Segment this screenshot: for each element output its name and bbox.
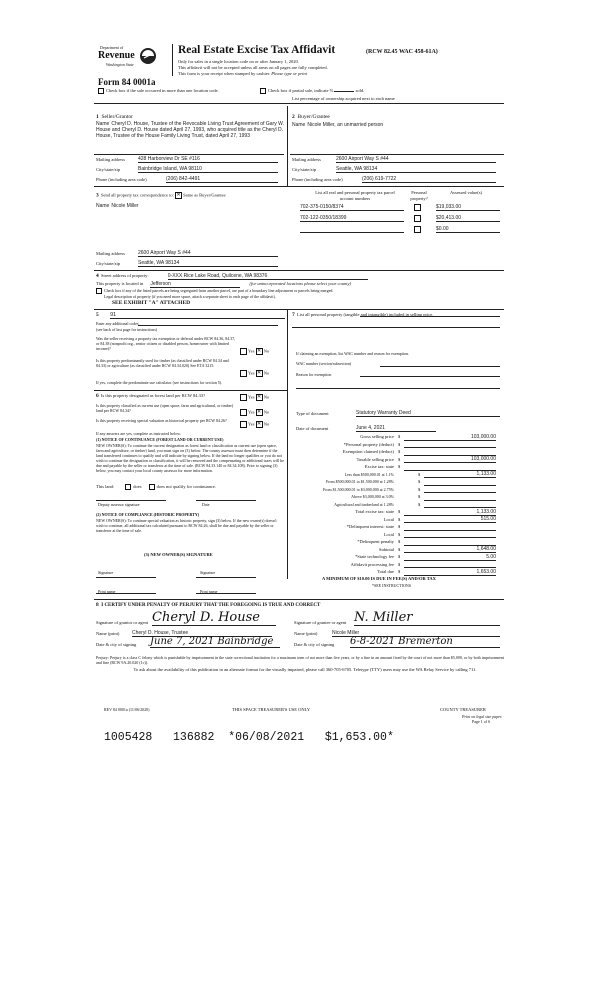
sec5-q1-yes-checkbox[interactable] (240, 348, 247, 355)
calc-row-dollar: $ (398, 456, 401, 462)
see-back-label: (see back of last page for instructions) (96, 327, 158, 332)
calc-row-label: *Delinquent interest: state (346, 524, 394, 529)
tax-corr-address[interactable]: 2600 Airport Way S #44 (138, 250, 278, 257)
continuance-heading: (1) NOTICE OF CONTINUANCE (FOREST LAND OR CURRENT USE) (96, 437, 224, 442)
calc-row-label: From $1,500,000.01 to $3,000,000 at 2.75% (323, 486, 394, 492)
grantor-signature-label: Signature of grantor or agent (96, 620, 148, 625)
calc-row-label: Less than $500,000.01 at 1.1% (344, 471, 394, 477)
seller-phone[interactable]: (206) 842-4491 (166, 176, 278, 183)
calc-row-value[interactable]: 515.00 (404, 516, 496, 523)
sec6-q2: Is this property classified as current use (open space, farm and agricultural, or timber) land per RCW 84.34? (96, 403, 234, 413)
partial-sale-check[interactable]: Check box if partial sale, indicate % sold. (260, 88, 364, 94)
calc-row-dollar: $ (398, 434, 401, 439)
calc-row-value[interactable]: 5.00 (404, 554, 496, 561)
calc-row-dollar: $ (398, 539, 401, 544)
personal-property-label: 7 List all personal property (tangible and intangible) included in selling price. (292, 312, 434, 318)
calc-row-dollar: $ (398, 441, 401, 447)
legal-description-label: Legal description of property (if you need more space, attach a separate sheet to each page of the affidavit). (104, 294, 276, 299)
calc-row-value[interactable]: 103,000.00 (404, 456, 496, 463)
partial-sale-checkbox[interactable] (260, 88, 266, 94)
sec5-q1: Was the seller receiving a property tax exemption or deferral under RCW 84.36, 84.37, or 84.38 (nonprofit org., senior citizen or disabled person, homeowner with limited income)? (96, 336, 236, 351)
parcel-number-1[interactable]: 702-375-0150/8374 (300, 204, 404, 211)
exemption-reason-label: Reason for exemption (296, 372, 332, 377)
calc-row-label: From $500,000.01 to $1,500,000 at 1.28% (326, 479, 394, 484)
calc-row-value[interactable]: 1,133.00 (424, 471, 496, 478)
wac-number-label: WAC number (section/subsection) (296, 361, 352, 366)
grantor-name-label: Name (print) (96, 631, 120, 636)
parcel-header: List all real and personal property tax parcel account numbers (315, 190, 395, 201)
sec6-q1-yes-checkbox[interactable] (240, 394, 247, 401)
form-statute: (RCW 82.45 WAC 458-61A) (366, 49, 438, 55)
parcel-number-2[interactable]: 702-122-0350/18399 (300, 215, 404, 222)
same-as-buyer-checkbox[interactable]: ✕ (176, 193, 181, 198)
sec5-q2: Is this property predominantly used for timber (as classified under RCW 84.34 and 84.33) or agriculture (as classified under RCW 84.34.020) See ETA 3215. (96, 358, 229, 368)
calc-row-label: *Personal property (deduct) (343, 441, 394, 447)
calc-row-value[interactable] (404, 449, 496, 456)
calc-row-dollar: $ (398, 531, 401, 537)
segregated-checkbox[interactable] (96, 288, 102, 294)
calc-row-dollar: $ (398, 554, 401, 559)
calc-row-label: Total due (377, 569, 394, 574)
exhibit-reference: SEE EXHIBIT "A" ATTACHED (112, 300, 191, 306)
calc-row-label: Subtotal (378, 546, 394, 552)
historic-text: NEW OWNER(S): To continue special valuation as historic property, sign (3) below. If the new owner(s) doesn't wish to continue, all additional tax calculated pursuant to RCW 84.26, shall be due and payable by the seller or transferor at the time of sale. (96, 518, 277, 533)
grantee-date-city[interactable]: 6-8-2021 Bremerton (350, 636, 500, 648)
calc-row-dollar: $ (418, 494, 421, 499)
parcel-personal-checkbox-2[interactable] (414, 215, 421, 222)
property-county[interactable]: Jefferson (150, 281, 240, 288)
deputy-signature-label: Deputy assessor signature (98, 502, 140, 507)
calc-row-label: Local (383, 516, 394, 522)
buyer-heading: 2 Buyer/Grantee (292, 114, 330, 120)
sec5-q1-no-checkbox[interactable]: ✕ (257, 349, 262, 354)
parcel-value-3[interactable]: $0.00 (436, 226, 500, 233)
calc-row-label: Local (383, 531, 394, 537)
tax-correspondence-label: 3 Send all property tax correspondence to: ✕ Same as Buyer/Grantee (96, 192, 226, 199)
calc-row-dollar: $ (398, 449, 401, 454)
calc-row-dollar: $ (418, 501, 421, 507)
logo-sub-text: Washington State (106, 62, 134, 67)
calc-row-dollar: $ (418, 479, 421, 484)
calc-row-dollar: $ (398, 524, 401, 529)
continuance-text: NEW OWNER(S): To continue the current designation as forest land or classification as current use (open space, farm and agriculture, or timber) land, you must sign on (3) below. The county assessor must then determine if the land transferred continues to qualify and will indicate by signing below. If the land no longer qualifies or you do not wish to continue the designation or classification, it will be removed and the compensating or additional taxes will be due and payable by the seller or transferor at the time of sale. (RCW 84.33.140 or 84.34.108). Prior to signing (3) below, you may contact your local county assessor for more information. (96, 443, 284, 473)
certify-statement: 8 I CERTIFY UNDER PENALTY OF PERJURY THAT THE FOREGOING IS TRUE AND CORRECT (96, 602, 321, 608)
tax-corr-city[interactable]: Seattle, WA 98134 (138, 260, 278, 267)
sec6-q3-no-checkbox[interactable]: ✕ (257, 422, 262, 427)
land-use-code-value[interactable]: 91 (110, 312, 285, 319)
tax-corr-address-label: Mailing address (96, 251, 125, 256)
calc-row-dollar: $ (398, 464, 401, 469)
see-instructions-note: *SEE INSTRUCTIONS (372, 583, 412, 588)
parcel-personal-checkbox-1[interactable] (414, 204, 421, 211)
seller-address-label: Mailing address (96, 157, 125, 162)
buyer-address[interactable]: 2600 Airport Way S #44 (336, 156, 496, 163)
seller-city-label: City/state/zip (96, 167, 120, 172)
sec6-q1-no-checkbox[interactable]: ✕ (257, 395, 262, 400)
calc-row-label: *Delinquent penalty (357, 539, 394, 544)
sec5-q2-answer[interactable]: Yes ✕ No (240, 370, 269, 377)
more-locations-check[interactable]: Check box if the sale occurred in more than one location code. (98, 88, 219, 94)
sec6-q3: Is this property receiving special valuation as historical property per RCW 84.26? (96, 418, 227, 423)
land-does-checkbox[interactable] (125, 484, 131, 490)
calc-row-value[interactable] (404, 531, 496, 538)
buyer-phone[interactable]: (206) 619-7722 (362, 176, 496, 183)
owner-print-name-2: Print name (200, 589, 218, 594)
calc-row-dollar: $ (398, 569, 401, 574)
sec6-q2-no-checkbox[interactable]: ✕ (257, 410, 262, 415)
calc-row-value[interactable]: 103,000.00 (404, 434, 496, 441)
historic-heading: (2) NOTICE OF COMPLIANCE (HISTORIC PROPERTY) (96, 512, 200, 517)
calc-row-label: Total excise tax: state (355, 509, 394, 514)
land-use-code: 5 91 (96, 312, 285, 319)
header-line-3: This form is your receipt when stamped by cashier. Please type or print (178, 71, 307, 76)
land-does-not-checkbox[interactable] (149, 484, 155, 490)
calc-row-value[interactable] (404, 561, 496, 568)
header-line-2: This affidavit will not be accepted unless all areas on all pages are fully completed. (178, 65, 328, 70)
logo-main-text: Revenue (98, 50, 135, 61)
grantor-date-label: Date & city of signing (96, 642, 137, 647)
page-number: Page 1 of 6 (472, 719, 491, 724)
parcel-number-3[interactable] (300, 226, 404, 233)
buyer-name: Name Nicole Miller, an unmarried person (292, 122, 384, 128)
seller-address[interactable]: 428 Harborview Dr SE #116 (138, 156, 278, 163)
calc-row-value[interactable] (404, 539, 496, 546)
calc-row-value[interactable]: 1,653.00 (404, 569, 496, 576)
calc-row-value[interactable] (404, 524, 496, 531)
street-address-value[interactable]: 0-XXX Rice Lake Road, Quilcene, WA 98376 (168, 273, 368, 280)
grantee-name-label: Name (print) (294, 631, 318, 636)
calc-row-dollar: $ (398, 516, 401, 522)
more-locations-checkbox[interactable] (98, 88, 104, 94)
property-location: This property is located in Jefferson (for unincorporated locations please select your county) (96, 281, 351, 287)
sec6-q3-answer[interactable]: Yes ✕ No (240, 421, 269, 428)
enter-codes-label: Enter any additional codes (96, 321, 139, 326)
grantor-name[interactable]: Cheryl D. House, Trustee (132, 630, 272, 637)
doc-date-value[interactable]: June 4, 2021 (356, 425, 436, 432)
sec5-q1-answer[interactable]: Yes ✕ No (240, 348, 269, 355)
perjury-statement: Perjury: Perjury is a class C felony which is punishable by imprisonment in the state correctional institution for a maximum term of not more than five years, or by a fine in an amount fixed by the court of not more than $5,000, or by both imprisonment and fine (RCW 9A.20.020 (1c)). (96, 655, 504, 665)
minimum-due-note: A MINIMUM OF $10.00 IS DUE IN FEE(S) AND/OR TAX (322, 576, 436, 581)
calc-row-value[interactable] (404, 441, 496, 448)
calc-row-dollar: $ (398, 561, 401, 567)
grantor-date-city[interactable]: June 7, 2021 Bainbridge (150, 636, 280, 648)
sec5-q2-yes-checkbox[interactable] (240, 370, 247, 377)
owner-signature-label-1: Signature (98, 570, 114, 575)
form-number: Form 84 0001a (98, 77, 156, 87)
calc-row-value[interactable] (424, 501, 496, 508)
calc-row-value[interactable] (424, 494, 496, 501)
calc-row-value[interactable] (404, 464, 496, 471)
grantee-signature-label: Signature of grantee or agent (294, 620, 347, 625)
calc-row-label: Exemption claimed (deduct) (342, 449, 394, 454)
calc-row-label: Affidavit processing fee (350, 561, 394, 567)
ownership-note: List percentage of ownership acquired next to each name (292, 96, 395, 101)
calc-row-label: Agricultural and timberland at 1.28% (334, 501, 394, 507)
treasurer-stamp: 1005428 136882 *06/08/2021 $1,653.00* (104, 731, 394, 744)
street-address: 4 Street address of property: 0-XXX Rice Lake Road, Quilcene, WA 98376 (96, 273, 368, 280)
parcel-personal-checkbox-3[interactable] (414, 226, 421, 233)
calc-row-dollar: $ (398, 546, 401, 552)
treasurer-use-only: THIS SPACE TREASURER'S USE ONLY (232, 707, 311, 712)
form-title: Real Estate Excise Tax Affidavit (178, 44, 336, 56)
alternate-format-note: To ask about the availability of this publication in an alternate format for the visually impaired, please call 360-705-6705. Teletype (TTY) users may use the WA Relay Service by calling 711. (133, 667, 477, 672)
calc-row-label: Taxable selling price (356, 456, 394, 462)
sec6-q2-yes-checkbox[interactable] (240, 409, 247, 416)
dor-logo (98, 44, 158, 74)
buyer-phone-label: Phone (including area code) (292, 177, 343, 182)
this-land-line: This land: does does not qualify for continuance. (96, 484, 216, 490)
tax-corr-name: Name Nicole Miller (96, 203, 139, 209)
buyer-address-label: Mailing address (292, 157, 321, 162)
sec6-note: If any answers are yes, complete as instructed below. (96, 431, 181, 436)
calc-row-label: *State technology fee (355, 554, 394, 559)
tax-corr-city-label: City/state/zip (96, 261, 120, 266)
grantee-signature[interactable]: N. Miller (354, 610, 500, 626)
doc-date-label: Date of document (296, 426, 329, 431)
calc-row-value[interactable]: 1,648.00 (404, 546, 496, 553)
assessed-value-header: Assessed value(s) (449, 190, 483, 195)
calc-row-value[interactable] (424, 479, 496, 486)
header-line-1: Only for sales in a single location code on or after January 1, 2020. (178, 59, 299, 64)
calc-row-value[interactable]: 1,133.00 (404, 509, 496, 516)
deputy-date-label: Date (202, 502, 210, 507)
sec6-q1-answer[interactable]: Yes ✕ No (240, 394, 269, 401)
seller-city[interactable]: Bainbridge Island, WA 98110 (138, 166, 278, 173)
logo-top-text: Department of (100, 45, 124, 50)
sec6-q1: 6 Is this property designated as forest land per RCW 84.33? (96, 393, 206, 399)
seller-phone-label: Phone (including area code) (96, 177, 147, 182)
owner-signature-label-2: Signature (200, 570, 216, 575)
county-treasurer-label: COUNTY TREASURER (440, 707, 486, 712)
buyer-city-label: City/state/zip (292, 167, 316, 172)
calc-row-dollar: $ (418, 486, 421, 492)
legal-paper-note: Print on legal size paper. (462, 714, 503, 719)
exemption-claim-label: If claiming an exemption, list WAC number and reason for exemption. (296, 351, 410, 356)
personal-property-header: Personal property? (410, 190, 428, 201)
sec5-q2-no-checkbox[interactable]: ✕ (257, 371, 262, 376)
buyer-city[interactable]: Seattle, WA 98134 (336, 166, 496, 173)
calc-row-dollar: $ (398, 509, 401, 514)
seller-name: Name Cheryl D. House, Trustee of the Revocable Living Trust Agreement of Gary W. House and Cheryl D. House dated April 27, 1993, who acquired title as the Cheryl D. House, Trustee of the House Family Living Trust, dated April 27, 1993 (96, 121, 284, 140)
owner-print-name-1: Print name (98, 589, 116, 594)
calc-row-value[interactable] (424, 486, 496, 493)
parcel-value-1[interactable]: $19,033.00 (436, 204, 500, 211)
doc-type-value[interactable]: Statutory Warranty Deed (356, 410, 500, 417)
doc-type-label: Type of document (296, 411, 329, 416)
sec5-q2-note: If yes, complete the predominate use calculator (see instructions for section 5). (96, 380, 223, 385)
form-revision: REV 84 0001a (11/06/2020) (104, 707, 150, 712)
sec6-q3-yes-checkbox[interactable] (240, 421, 247, 428)
new-owner-signature-heading: (3) NEW OWNER(S) SIGNATURE (144, 552, 213, 557)
calc-row-label: Excise tax: state (364, 464, 394, 469)
calc-row-label: Gross selling price (360, 434, 394, 439)
parcel-value-2[interactable]: $20,413.00 (436, 215, 500, 222)
seller-heading: 1 Seller/Grantor (96, 114, 133, 120)
calc-row-dollar: $ (418, 471, 421, 477)
grantee-date-label: Date & city of signing (294, 642, 335, 647)
sec6-q2-answer[interactable]: Yes ✕ No (240, 409, 269, 416)
grantor-signature[interactable]: Cheryl D. House (152, 610, 276, 626)
calc-row-label: Above $3,000,000 at 3.0% (351, 494, 394, 499)
segregated-check[interactable]: Check box if any of the listed parcels are being segregated from another parcel, are part of a boundary line adjustment or parcels being merged. (96, 288, 333, 294)
grantee-name[interactable]: Nicole Miller (332, 630, 500, 637)
